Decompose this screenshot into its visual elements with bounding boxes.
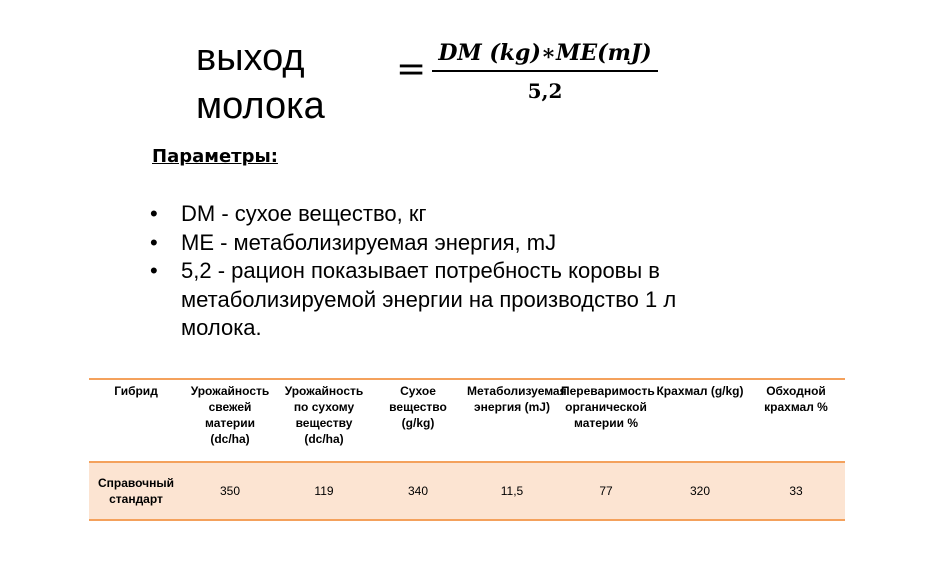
formula-numerator: DM (kg)∗ME(mJ)	[438, 40, 652, 66]
formula-word-output: выход	[196, 37, 305, 79]
parameters-list	[150, 200, 750, 343]
table-cell: Справочный стандарт	[97, 476, 174, 506]
column-header: Гибрид	[114, 384, 158, 398]
formula-fraction	[432, 38, 658, 104]
table-header-row	[89, 379, 845, 462]
column-header: Обходной крахмал %	[764, 384, 828, 414]
list-item-text: DM - сухое вещество, кг	[181, 201, 427, 226]
bullet-icon: •	[150, 201, 158, 226]
column-header: Метаболизуемая энергия (mJ)	[467, 384, 567, 414]
list-item	[150, 257, 750, 343]
fraction-bar	[432, 70, 658, 72]
table-cell: 320	[689, 484, 711, 498]
formula-denominator: 5,2	[527, 79, 563, 103]
table-cell: 77	[599, 484, 613, 498]
list-item	[150, 229, 750, 258]
parameters-heading: Параметры:	[152, 146, 278, 167]
column-header: Сухое вещество (g/kg)	[389, 384, 447, 430]
hybrid-table	[89, 378, 845, 521]
formula-word-milk: молока	[196, 85, 325, 127]
bullet-icon: •	[150, 258, 158, 283]
formula-left-side	[196, 34, 325, 130]
list-item-text: 5,2 - рацион показывает потребность коровы в метаболизируемой энергии на производство 1 л молока.	[181, 258, 677, 340]
data-table	[89, 378, 845, 521]
bullet-icon: •	[150, 229, 158, 255]
list-item-text: ME - метаболизируемая энергия, mJ	[181, 229, 557, 255]
table-row	[89, 462, 845, 520]
column-header: Переваримость органической материи %	[561, 384, 655, 430]
table-cell: 33	[789, 484, 803, 498]
column-header: Урожайность свежей материи (dc/ha)	[190, 384, 270, 446]
column-header: Крахмал (g/kg)	[656, 384, 744, 398]
list-item	[150, 200, 750, 229]
formula-equals-sign: =	[396, 49, 427, 90]
table-cell: 350	[219, 484, 241, 498]
column-header: Урожайность по сухому веществу (dc/ha)	[284, 384, 364, 446]
table-cell: 340	[407, 484, 429, 498]
table-cell: 119	[314, 484, 334, 498]
table-cell: 11,5	[500, 484, 524, 498]
